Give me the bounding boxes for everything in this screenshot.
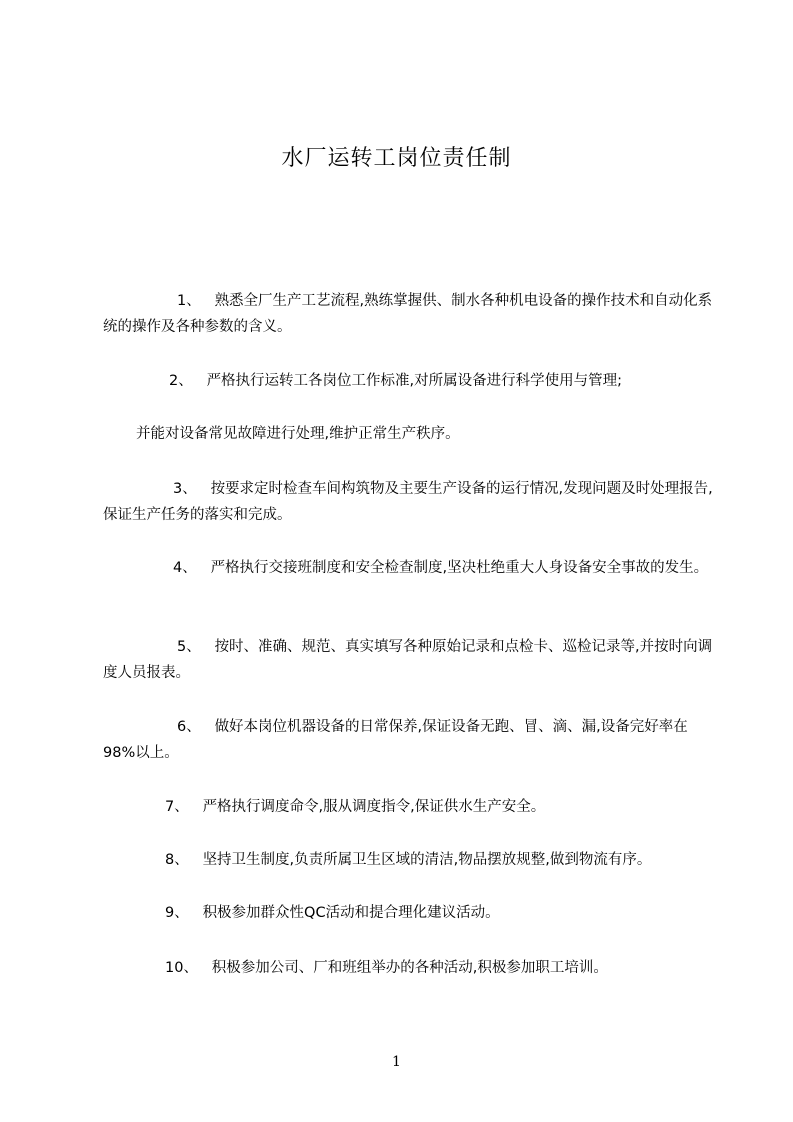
item-text: 并能对设备常见故障进行处理,维护正常生产秩序。 (136, 426, 460, 442)
item-text: 严格执行交接班制度和安全检查制度,坚决杜绝重大人身设备安全事故的发生。 (210, 560, 709, 576)
list-item (103, 955, 713, 981)
list-item (103, 555, 713, 581)
item-text: 按要求定时检查车间构筑物及主要生产设备的运行情况,发现问题及时处理报告,保证生产任务的落实和完成。 (103, 481, 713, 523)
list-item (103, 288, 713, 340)
item-text: 按时、准确、规范、真实填写各种原始记录和点检卡、巡检记录等,并按时向调度人员报表。 (103, 639, 713, 681)
item-number: 2、 (169, 373, 193, 389)
item-number: 9、 (165, 905, 189, 921)
list-item (103, 368, 713, 394)
item-text: 做好本岗位机器设备的日常保养,保证设备无跑、冒、滴、漏,设备完好率在98%以上。 (103, 719, 688, 761)
item-text: 严格执行调度命令,服从调度指令,保证供水生产安全。 (202, 799, 546, 815)
page-number: 1 (392, 1054, 401, 1070)
list-item (103, 714, 713, 766)
item-number: 3、 (173, 481, 197, 497)
page-title: 水厂运转工岗位责任制 (281, 146, 512, 171)
item-text: 坚持卫生制度,负责所属卫生区域的清洁,物品摆放规整,做到物流有序。 (202, 852, 652, 868)
item-text: 严格执行运转工各岗位工作标准,对所属设备进行科学使用与管理; (206, 373, 623, 389)
item-text: 积极参加群众性QC活动和提合理化建议活动。 (202, 905, 500, 921)
item-number: 1、 (177, 293, 201, 309)
item-number: 8、 (165, 852, 189, 868)
item-text: 熟悉全厂生产工艺流程,熟练掌握供、制水各种机电设备的操作技术和自动化系统的操作及各种参数的含义。 (103, 293, 713, 335)
list-item (103, 634, 713, 686)
item-text: 积极参加公司、厂和班组举办的各种活动,积极参加职工培训。 (211, 960, 608, 976)
list-item (103, 794, 713, 820)
item-number: 5、 (177, 639, 201, 655)
list-item (103, 476, 713, 528)
item-number: 6、 (177, 719, 201, 735)
list-item (103, 421, 713, 447)
list-item (103, 900, 713, 926)
item-number: 7、 (165, 799, 189, 815)
item-number: 4、 (173, 560, 197, 576)
item-number: 10、 (165, 960, 198, 976)
list-item (103, 847, 713, 873)
